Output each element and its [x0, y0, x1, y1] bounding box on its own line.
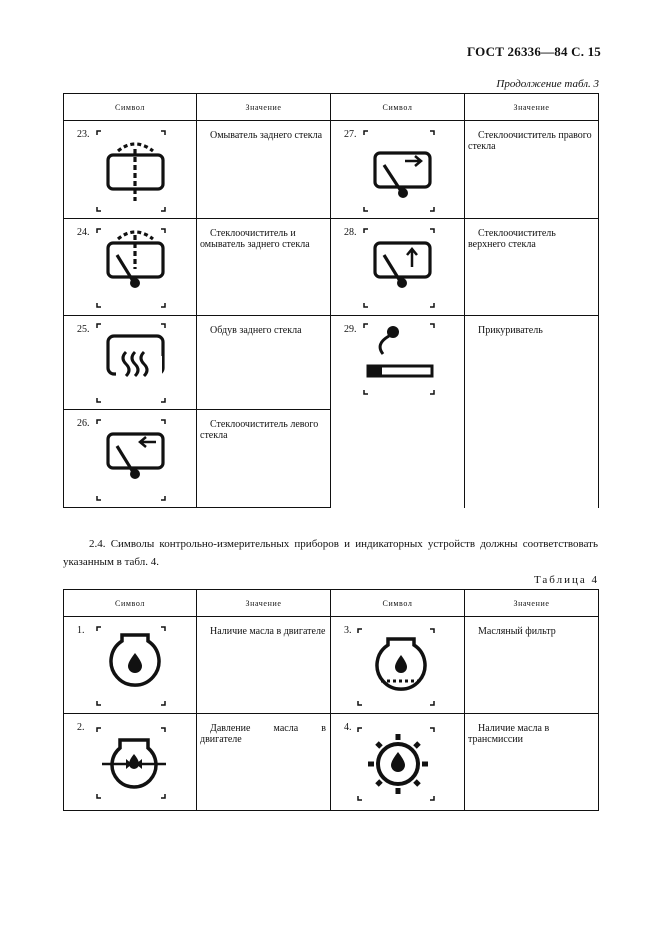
- symbol-meaning: Масляный фильтр: [478, 626, 556, 637]
- paragraph-2-4: 2.4. Символы контрольно-измерительных приборов и индикаторных устройств должны соответствовать указанным в табл. 4.: [63, 538, 598, 568]
- symbol-cell: [64, 219, 197, 316]
- col-header-meaning: Значение: [465, 590, 599, 617]
- table-4: [63, 589, 599, 811]
- engine-oil-level-icon: [64, 617, 197, 714]
- symbol-meaning: Стеклоочиститель и омыватель заднего стекла: [200, 228, 310, 250]
- oil-filter-icon: [331, 617, 465, 714]
- symbol-cell: [64, 316, 197, 410]
- meaning-cell: [197, 121, 331, 219]
- col-header-symbol: Символ: [331, 94, 465, 121]
- item-number: 27.: [344, 129, 357, 140]
- symbol-cell: [331, 316, 465, 508]
- symbol-cell: [331, 714, 465, 811]
- col-header-meaning: Значение: [197, 590, 331, 617]
- col-header-meaning: Значение: [465, 94, 599, 121]
- symbol-cell: [64, 714, 197, 811]
- transmission-oil-icon: [331, 714, 465, 811]
- symbol-cell: [331, 219, 465, 316]
- item-number: 28.: [344, 227, 357, 238]
- right-wiper-icon: [331, 121, 465, 219]
- symbol-meaning: Омыватель заднего стекла: [210, 130, 323, 141]
- symbol-cell: [64, 121, 197, 219]
- left-wiper-icon: [64, 410, 197, 508]
- item-number: 3.: [344, 625, 352, 636]
- col-header-symbol: Символ: [64, 94, 197, 121]
- symbol-cell: [64, 617, 197, 714]
- engine-oil-pressure-icon: [64, 714, 197, 811]
- meaning-cell: [197, 316, 331, 410]
- col-header-symbol: Символ: [64, 590, 197, 617]
- table-3: [63, 93, 599, 508]
- symbol-meaning: Стеклоочиститель левого стекла: [200, 419, 319, 441]
- rear-wiper-washer-icon: [64, 219, 197, 316]
- col-header-meaning: Значение: [197, 94, 331, 121]
- cigarette-lighter-icon: [331, 316, 465, 410]
- meaning-cell: [465, 121, 599, 219]
- symbol-meaning: Стеклоочиститель верхнего стекла: [468, 228, 556, 250]
- symbol-cell: [331, 617, 465, 714]
- symbol-cell: [331, 121, 465, 219]
- symbol-meaning: Наличие масла в двигателе: [210, 626, 326, 637]
- item-number: 24.: [77, 227, 90, 238]
- meaning-cell: [197, 714, 331, 811]
- meaning-cell: [197, 219, 331, 316]
- symbol-meaning: Прикуриватель: [478, 325, 543, 336]
- item-number: 2.: [77, 722, 85, 733]
- item-number: 23.: [77, 129, 90, 140]
- page-header: ГОСТ 26336—84 С. 15: [467, 44, 601, 59]
- table-continuation-note: Продолжение табл. 3: [496, 78, 599, 90]
- symbol-meaning: Обдув заднего стекла: [210, 325, 302, 336]
- col-header-symbol: Символ: [331, 590, 465, 617]
- symbol-cell: [64, 410, 197, 508]
- meaning-cell: [465, 219, 599, 316]
- table-4-caption: Таблица 4: [533, 574, 599, 586]
- meaning-cell: [197, 410, 331, 508]
- item-number: 29.: [344, 324, 357, 335]
- top-wiper-icon: [331, 219, 465, 316]
- meaning-cell: [465, 617, 599, 714]
- symbol-meaning: Стеклоочиститель правого стекла: [468, 130, 592, 152]
- rear-washer-icon: [64, 121, 197, 219]
- item-number: 1.: [77, 625, 85, 636]
- meaning-cell: [197, 617, 331, 714]
- item-number: 25.: [77, 324, 90, 335]
- rear-defrost-icon: [64, 316, 197, 410]
- meaning-cell: [465, 714, 599, 811]
- meaning-cell: [465, 316, 599, 508]
- symbol-meaning: Наличие масла в трансмиссии: [468, 723, 550, 745]
- item-number: 26.: [77, 418, 90, 429]
- symbol-meaning: Давление масла в двигателе: [200, 723, 326, 745]
- item-number: 4.: [344, 722, 352, 733]
